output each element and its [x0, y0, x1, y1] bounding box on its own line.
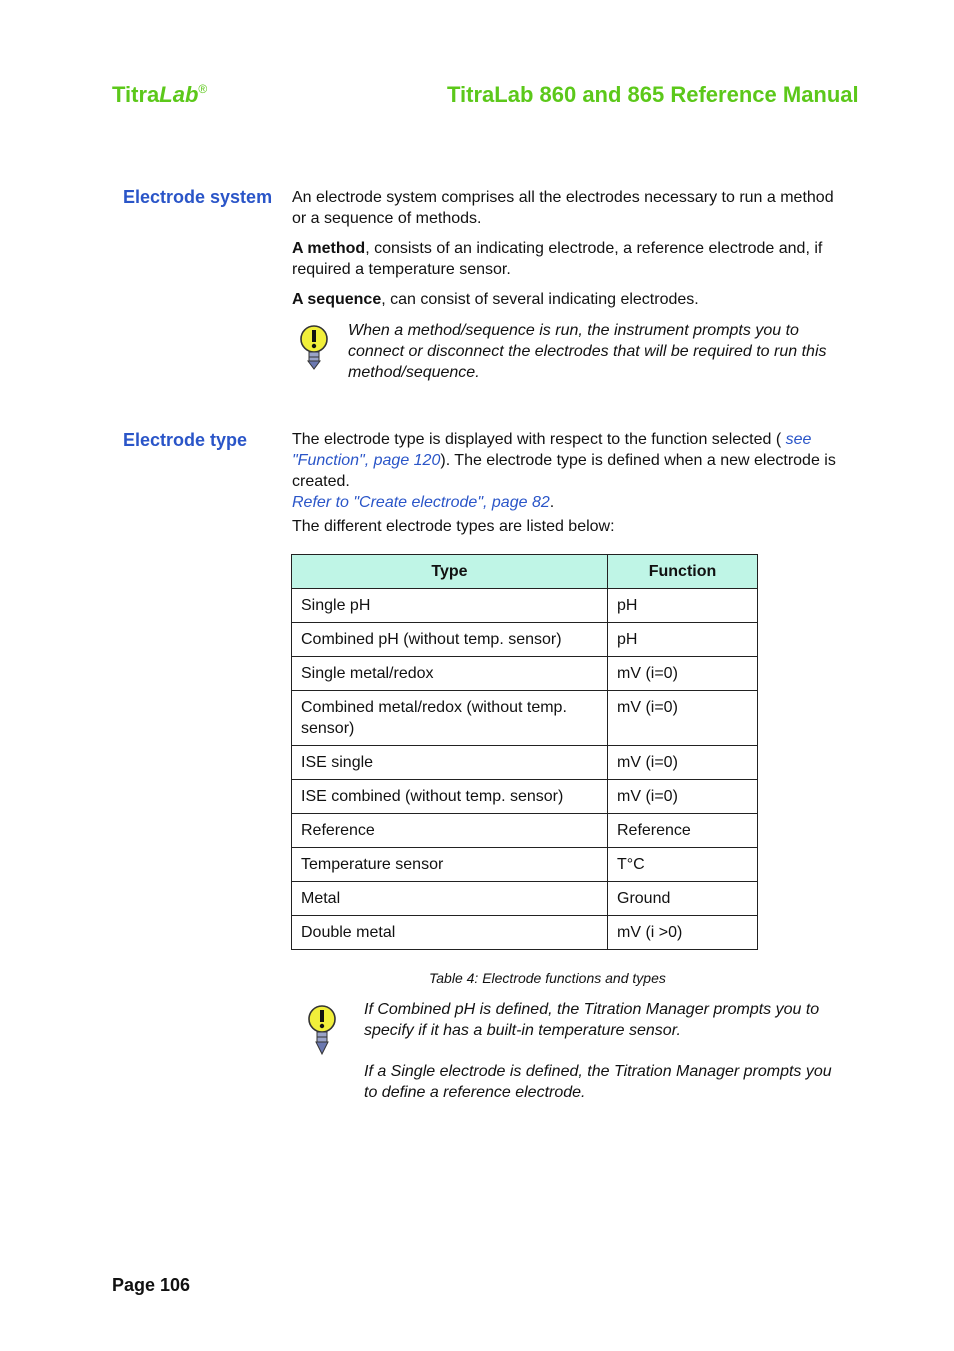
column-header-function: Function — [608, 555, 758, 589]
section-heading-electrode-type: Electrode type — [123, 430, 248, 450]
table-caption: Table 4: Electrode functions and types — [429, 970, 666, 986]
function-cell: Ground — [608, 882, 758, 916]
brand-logo: TitraLab® — [112, 82, 208, 107]
paragraph: Refer to "Create electrode", page 82. — [292, 494, 555, 511]
function-page-link[interactable]: see "Function", page 120 — [292, 431, 812, 469]
electrode-types-table — [291, 554, 758, 950]
type-cell: ISE combined (without temp. sensor) — [292, 780, 608, 814]
section-heading-electrode-system: Electrode system — [123, 187, 273, 207]
paragraph: An electrode system comprises all the electrodes necessary to run a method or a sequence of methods. — [292, 189, 834, 227]
section-body-electrode-system — [292, 187, 842, 319]
table-row — [292, 848, 758, 882]
paragraph: A method, consists of an indicating electrode, a reference electrode and, if required a temperature sensor. — [292, 240, 823, 278]
function-cell: Reference — [608, 814, 758, 848]
type-cell: Double metal — [292, 916, 608, 950]
paragraph: The different electrode types are listed below: — [292, 518, 615, 535]
table-row — [292, 657, 758, 691]
table-row — [292, 780, 758, 814]
table-row — [292, 746, 758, 780]
function-cell: pH — [608, 589, 758, 623]
note-paragraph: If a Single electrode is defined, the Titration Manager prompts you to define a reference electrode. — [364, 1063, 832, 1101]
note-paragraph: If Combined pH is defined, the Titration Manager prompts you to specify if it has a built-in temperature sensor. — [364, 1001, 820, 1039]
table-header-row — [292, 555, 758, 589]
type-cell: Combined pH (without temp. sensor) — [292, 623, 608, 657]
paragraph: The electrode type is displayed with respect to the function selected ( see "Function", page 120). The electrode type is defined when a new electrode is created. — [292, 431, 836, 490]
type-cell: Reference — [292, 814, 608, 848]
page-number: Page 106 — [112, 1275, 191, 1295]
type-cell: Temperature sensor — [292, 848, 608, 882]
create-electrode-link[interactable]: Refer to "Create electrode", page 82 — [292, 494, 550, 511]
table-row — [292, 623, 758, 657]
lightbulb-exclamation-icon — [298, 324, 330, 370]
function-cell: mV (i=0) — [608, 691, 758, 746]
function-cell: T°C — [608, 848, 758, 882]
function-cell: mV (i=0) — [608, 780, 758, 814]
function-cell: pH — [608, 623, 758, 657]
column-header-type: Type — [292, 555, 608, 589]
table-row — [292, 814, 758, 848]
type-cell: ISE single — [292, 746, 608, 780]
table-row — [292, 691, 758, 746]
table-row — [292, 916, 758, 950]
lightbulb-exclamation-icon — [306, 1004, 338, 1056]
section-body-electrode-type — [292, 429, 842, 546]
paragraph: A sequence, can consist of several indicating electrodes. — [292, 291, 699, 308]
function-cell: mV (i=0) — [608, 657, 758, 691]
manual-title: TitraLab 860 and 865 Reference Manual — [447, 82, 859, 107]
table-row — [292, 882, 758, 916]
function-cell: mV (i=0) — [608, 746, 758, 780]
type-cell: Single pH — [292, 589, 608, 623]
note-electrode-system: When a method/sequence is run, the instrument prompts you to connect or disconnect the electrodes that will be required to run this method/sequence. — [348, 322, 827, 381]
note-electrode-type — [364, 999, 834, 1123]
table-row — [292, 589, 758, 623]
function-cell: mV (i >0) — [608, 916, 758, 950]
type-cell: Metal — [292, 882, 608, 916]
type-cell: Combined metal/redox (without temp. sensor) — [292, 691, 608, 746]
type-cell: Single metal/redox — [292, 657, 608, 691]
